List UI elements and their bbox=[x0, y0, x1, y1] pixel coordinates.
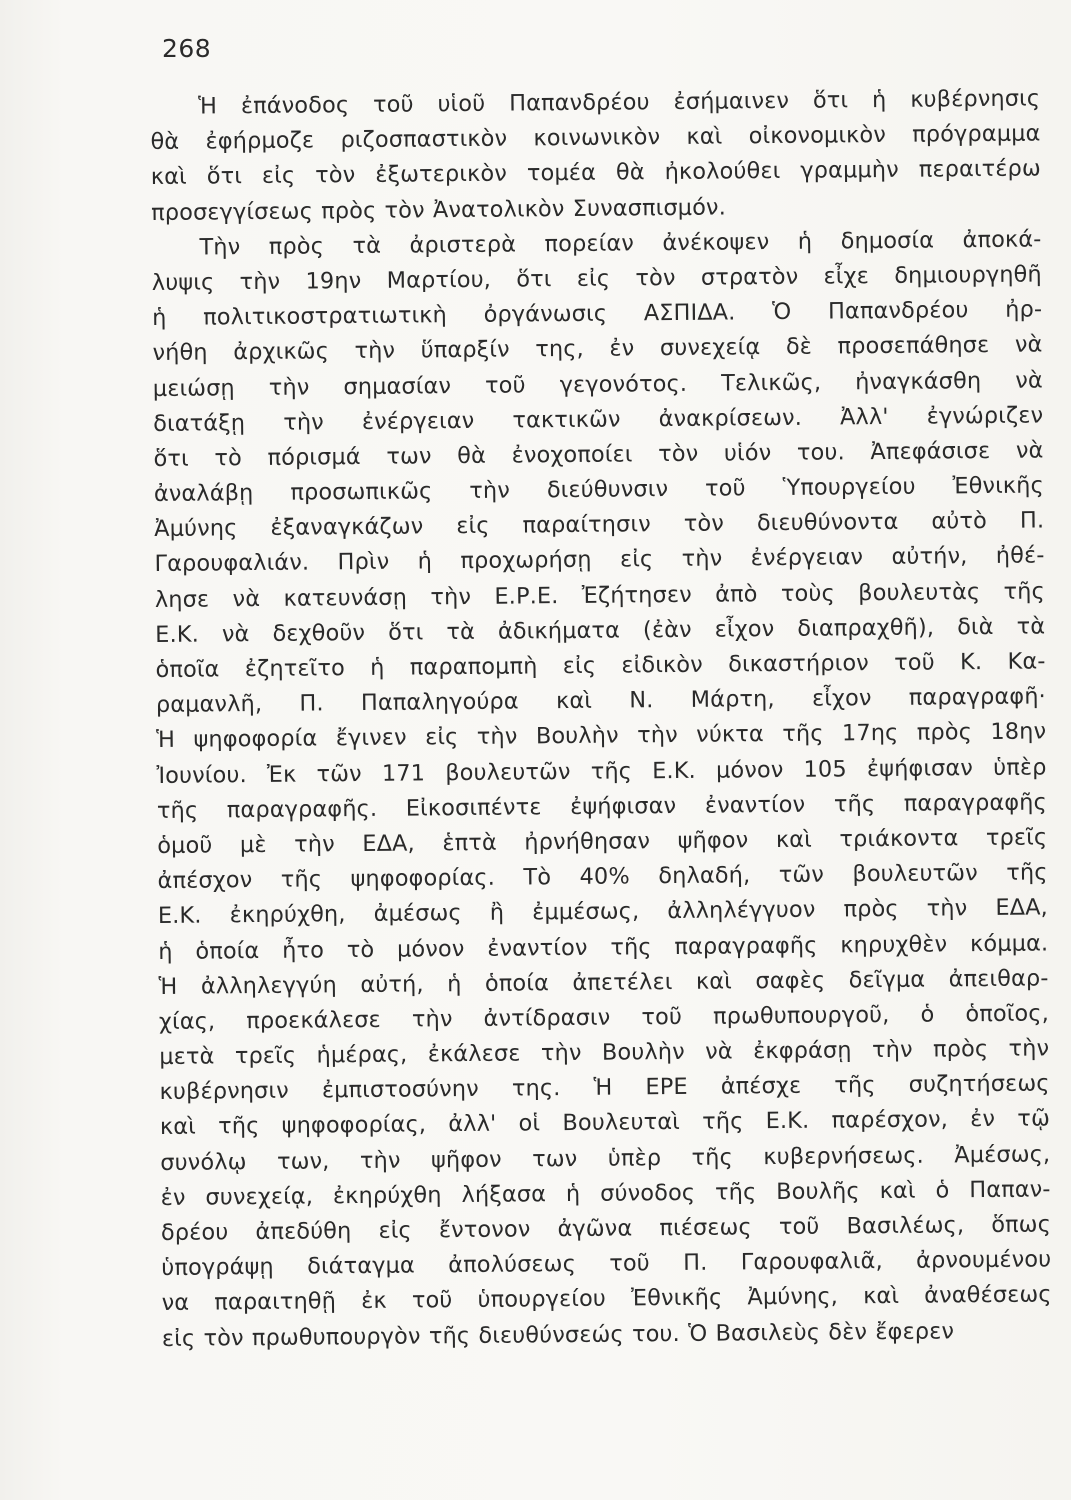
page-number: 268 bbox=[162, 34, 212, 63]
text-line: ἡ ὁποία ἦτο τὸ μόνον ἐναντίον τῆς παραγραφῆς κηρυχθὲν κόμμα. bbox=[158, 929, 1049, 965]
text-line: καὶ ὅτι εἰς τὸν ἐξωτερικὸν τομέα θὰ ἠκολούθει γραμμὴν περαιτέρω bbox=[150, 155, 1041, 191]
text-line: κυβέρνησιν ἐμπιστοσύνην της. Ἡ ΕΡΕ ἀπέσχε τῆς συζητήσεως bbox=[159, 1070, 1050, 1106]
text-line: χίας, προεκάλεσε τὴν ἀντίδρασιν τοῦ πρωθυπουργοῦ, ὁ ὁποῖος, bbox=[158, 1000, 1050, 1035]
text-line: τῆς παραγραφῆς. Εἰκοσιπέντε ἐψήφισαν ἐναντίον τῆς παραγραφῆς bbox=[156, 789, 1048, 824]
text-line: ἡ πολιτικοστρατιωτικὴ ὀργάνωσις ΑΣΠΙΔΑ. Ὁ Παπανδρέου ἠρ- bbox=[152, 296, 1043, 332]
text-line: δρέου ἀπεδύθη εἰς ἔντονον ἀγῶνα πιέσεως τοῦ Βασιλέως, ὅπως bbox=[160, 1211, 1052, 1246]
text-line: Ἰουνίου. Ἐκ τῶν 171 βουλευτῶν τῆς Ε.Κ. μόνον 105 ἐψήφισαν ὑπὲρ bbox=[156, 753, 1047, 789]
text-line: θὰ ἐφήρμοζε ριζοσπαστικὸν κοινωνικὸν καὶ οἰκονομικὸν πρόγραμμα bbox=[150, 120, 1041, 156]
text-line: καὶ τῆς ψηφοφορίας, ἀλλ' οἱ Βουλευταὶ τῆς Ε.Κ. παρέσχον, ἐν τῷ bbox=[159, 1105, 1051, 1141]
text-line: νήθη ἀρχικῶς τὴν ὕπαρξίν της, ἐν συνεχείᾳ δὲ προσεπάθησε νὰ bbox=[152, 331, 1043, 367]
text-line: Ἡ ἐπάνοδος τοῦ υἱοῦ Παπανδρέου ἐσήμαινεν ὅτι ἡ κυβέρνησις bbox=[198, 85, 1041, 120]
text-line: να παραιτηθῇ ἐκ τοῦ ὑπουργείου Ἐθνικῆς Ἀμύνης, καὶ ἀναθέσεως bbox=[161, 1281, 1052, 1317]
body-text bbox=[150, 81, 1052, 1356]
text-line: ὁμοῦ μὲ τὴν ΕΔΑ, ἑπτὰ ἠρνήθησαν ψῆφον καὶ τριάκοντα τρεῖς bbox=[157, 824, 1048, 859]
text-line: Τὴν πρὸς τὰ ἀριστερὰ πορείαν ἀνέκοψεν ἡ δημοσία ἀποκά- bbox=[199, 226, 1042, 261]
text-line: λυψις τὴν 19ην Μαρτίου, ὅτι εἰς τὸν στρατὸν εἶχε δημιουργηθῆ bbox=[151, 261, 1042, 296]
text-line: ἀπέσχον τῆς ψηφοφορίας. Τὸ 40% δηλαδή, τῶν βουλευτῶν τῆς bbox=[157, 859, 1048, 895]
text-line: Γαρουφαλιάν. Πρὶν ἡ προχωρήσῃ εἰς τὴν ἐνέργειαν αὐτήν, ἠθέ- bbox=[154, 542, 1045, 578]
text-line: ἐν συνεχείᾳ, ἐκηρύχθη λήξασα ἡ σύνοδος τῆς Βουλῆς καὶ ὁ Παπαν- bbox=[160, 1176, 1051, 1211]
text-line: λησε νὰ κατευνάσῃ τὴν Ε.Ρ.Ε. Ἐζήτησεν ἀπὸ τοὺς βουλευτὰς τῆς bbox=[154, 578, 1045, 613]
text-line: ἀναλάβῃ προσωπικῶς τὴν διεύθυνσιν τοῦ Ὑπουργείου Ἐθνικῆς bbox=[153, 472, 1044, 508]
text-line: Ε.Κ. νὰ δεχθοῦν ὅτι τὰ ἀδικήματα (ἐὰν εἶχον διαπραχθῆ), διὰ τὰ bbox=[155, 613, 1046, 648]
text-line: μειώσῃ τὴν σημασίαν τοῦ γεγονότος. Τελικῶς, ἠναγκάσθη νὰ bbox=[152, 366, 1043, 402]
text-line: συνόλῳ των, τὴν ψῆφον των ὑπὲρ τῆς κυβερνήσεως. Ἀμέσως, bbox=[160, 1141, 1051, 1176]
text-line: ραμανλῆ, Π. Παπαληγούρα καὶ Ν. Μάρτη, εἶχον παραγραφῆ· bbox=[155, 683, 1046, 719]
text-line: μετὰ τρεῖς ἡμέρας, ἐκάλεσε τὴν Βουλὴν νὰ ἐκφράσῃ τὴν πρὸς τὴν bbox=[159, 1035, 1050, 1071]
text-line: ὑπογράψῃ διάταγμα ἀπολύσεως τοῦ Π. Γαρουφαλιᾶ, ἀρνουμένου bbox=[161, 1246, 1052, 1282]
text-line: εἰς τὸν πρωθυπουργὸν τῆς διευθύνσεώς του. Ὁ Βασιλεὺς δὲν ἔφερεν bbox=[161, 1317, 955, 1352]
text-line: Ἡ ψηφοφορία ἔγινεν εἰς τὴν Βουλὴν τὴν νύκτα τῆς 17ης πρὸς 18ην bbox=[156, 718, 1047, 754]
text-line: ὁποῖα ἐζητεῖτο ἡ παραπομπὴ εἰς εἰδικὸν δικαστήριον τοῦ Κ. Κα- bbox=[155, 648, 1046, 683]
text-line: διατάξῃ τὴν ἐνέργειαν τακτικῶν ἀνακρίσεων. Ἀλλ' ἐγνώριζεν bbox=[153, 402, 1044, 437]
text-line: ὅτι τὸ πόρισμά των θὰ ἐνοχοποίει τὸν υἱόν του. Ἀπεφάσισε νὰ bbox=[153, 437, 1044, 472]
text-line: Ε.Κ. ἐκηρύχθη, ἀμέσως ἢ ἐμμέσως, ἀλληλέγγυον πρὸς τὴν ΕΔΑ, bbox=[157, 894, 1049, 930]
text-line: προσεγγίσεως πρὸς τὸν Ἀνατολικὸν Συνασπισμόν. bbox=[151, 194, 727, 226]
text-line: Ἀμύνης ἐξαναγκάζων εἰς παραίτησιν τὸν διευθύνοντα αὐτὸ Π. bbox=[154, 507, 1045, 543]
text-line: Ἡ ἀλληλεγγύη αὐτή, ἡ ὁποία ἀπετέλει καὶ σαφὲς δεῖγμα ἀπειθαρ- bbox=[158, 965, 1049, 1000]
